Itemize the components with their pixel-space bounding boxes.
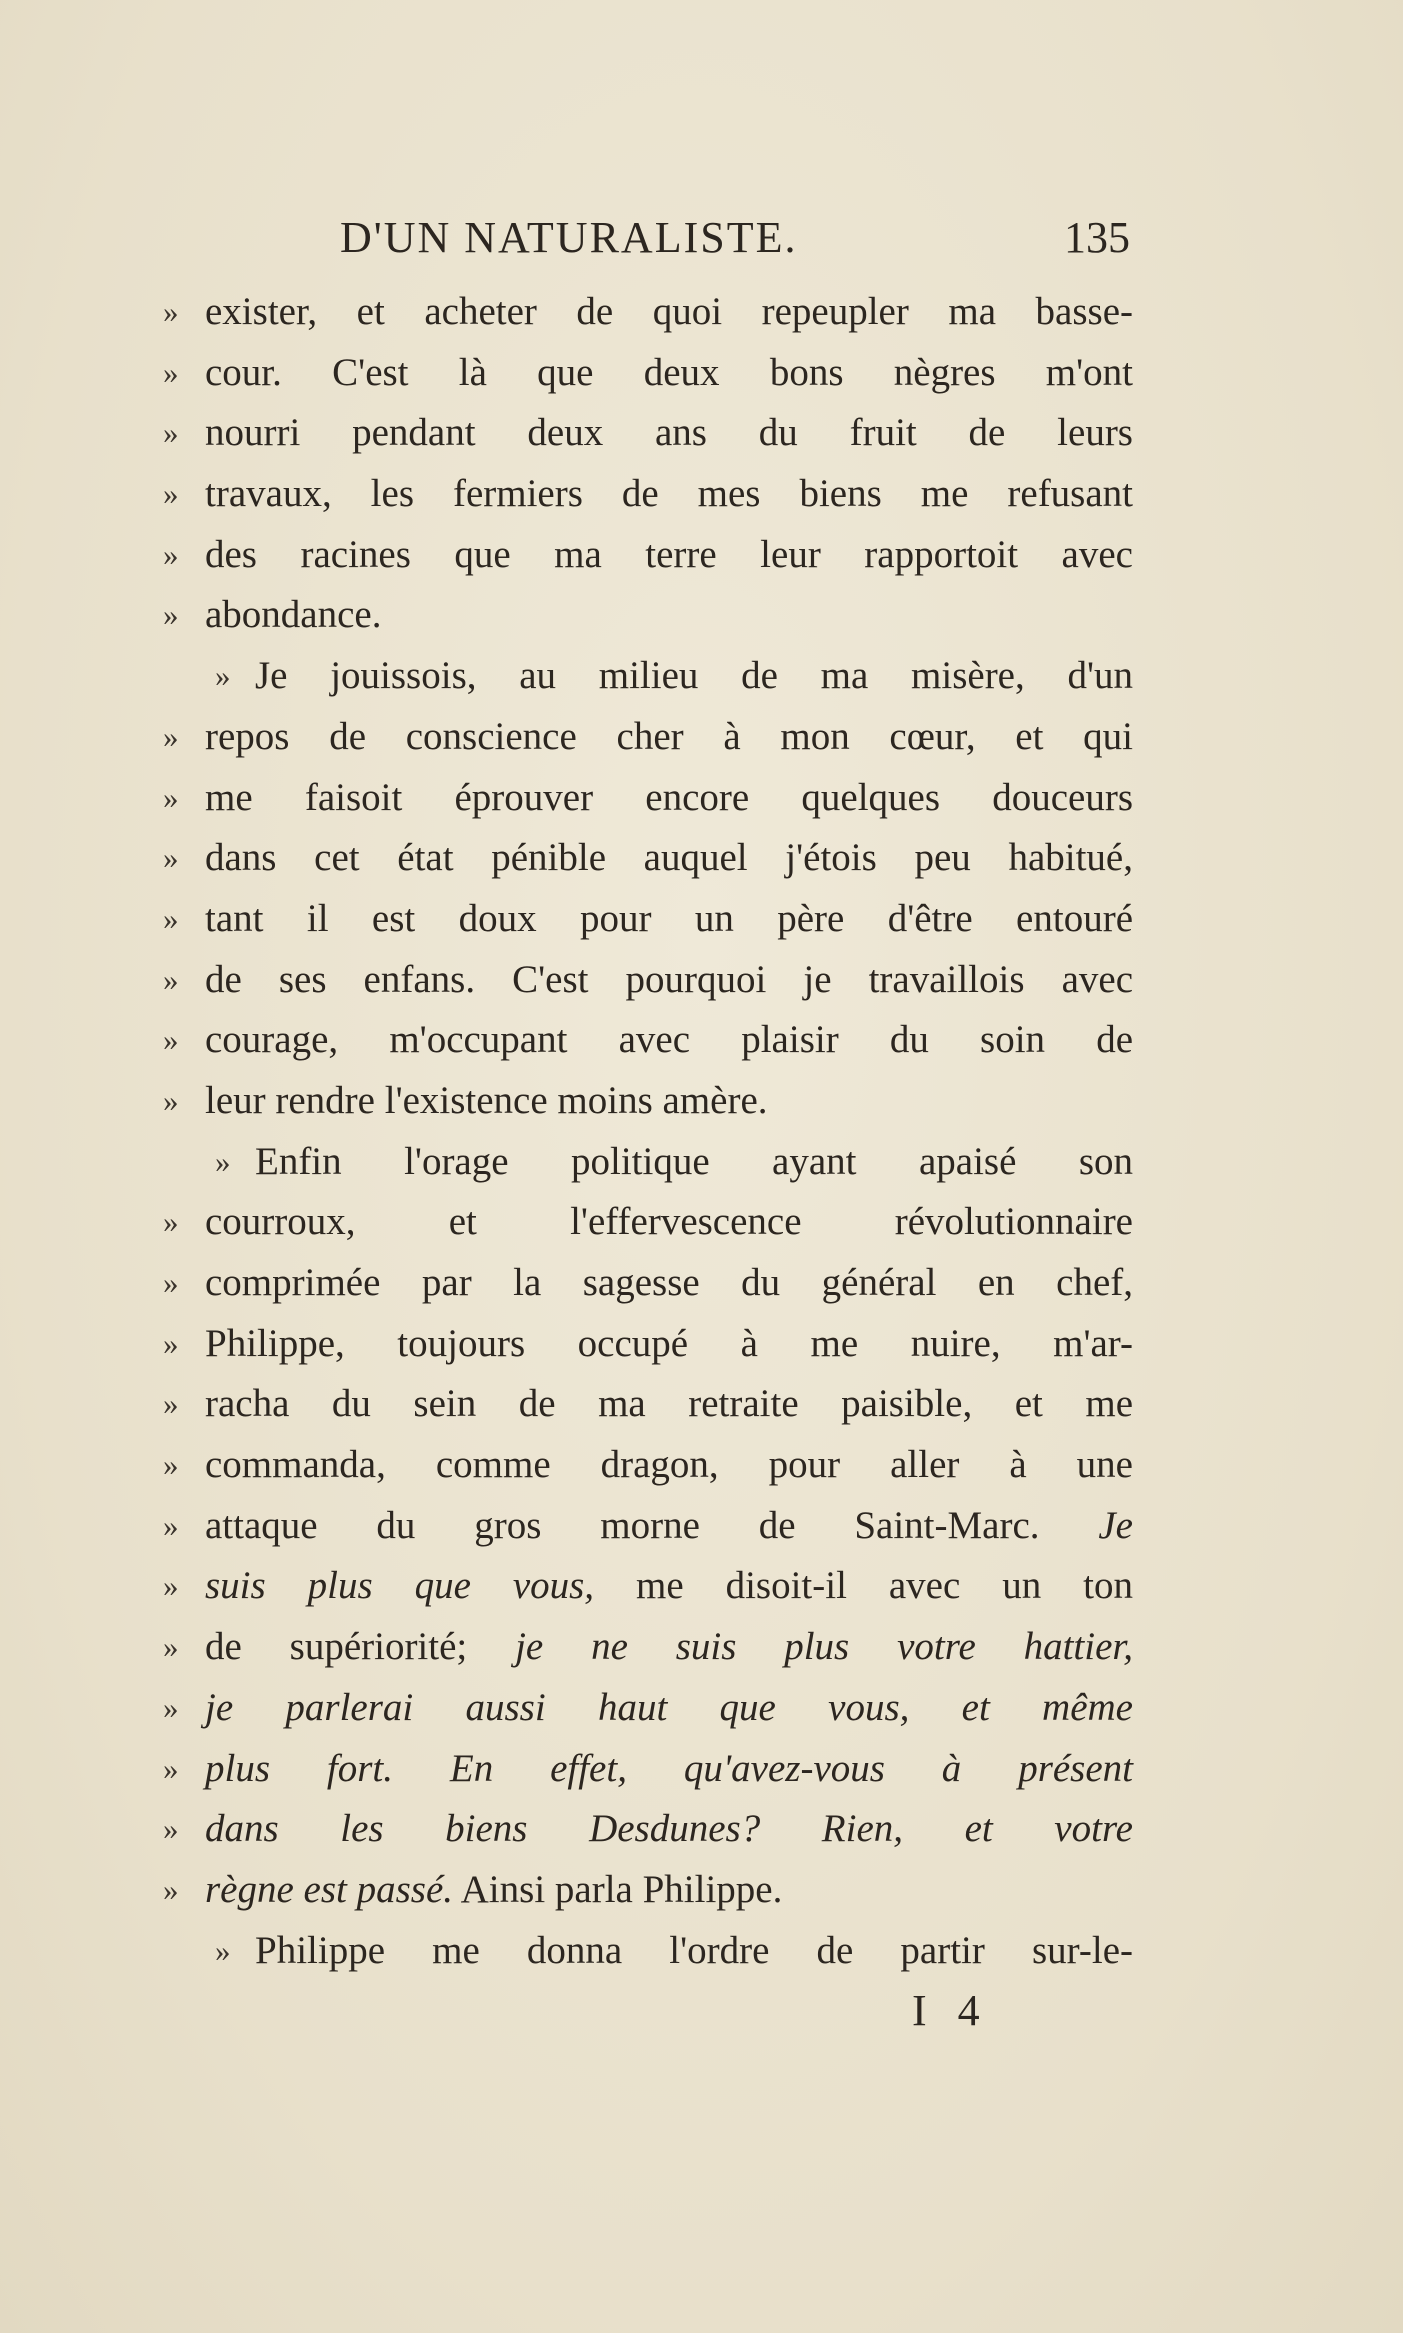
roman-text: des racines que ma terre leur rapportoit avec bbox=[205, 532, 1133, 576]
text-line bbox=[163, 707, 1133, 768]
body-text bbox=[163, 282, 1133, 1981]
line-text bbox=[205, 1860, 1133, 1920]
roman-text: exister, et acheter de quoi repeupler ma basse- bbox=[205, 290, 1133, 333]
italic-text: suis plus que vous, bbox=[205, 1564, 595, 1608]
line-text bbox=[255, 646, 1133, 706]
line-text bbox=[205, 1496, 1133, 1556]
quote-mark: » bbox=[163, 476, 179, 512]
quote-mark: » bbox=[163, 536, 179, 572]
quote-mark: » bbox=[163, 961, 179, 997]
roman-text: courroux, et l'effervescence révolutionnaire bbox=[205, 1200, 1133, 1244]
roman-text: attaque du gros morne de Saint-Marc. bbox=[205, 1503, 1099, 1547]
running-head bbox=[340, 212, 1130, 272]
line-text bbox=[205, 1010, 1133, 1070]
roman-text: commanda, comme dragon, pour aller à une bbox=[205, 1443, 1133, 1487]
running-head-title: D'UN NATURALISTE. bbox=[340, 213, 798, 262]
text-line bbox=[163, 585, 1133, 646]
text-line bbox=[163, 828, 1133, 889]
roman-text: leur rendre l'existence moins amère. bbox=[205, 1078, 768, 1122]
quote-mark: » bbox=[163, 779, 179, 815]
text-line bbox=[163, 1799, 1133, 1860]
line-text bbox=[205, 343, 1133, 403]
roman-text: de supériorité; bbox=[205, 1625, 516, 1669]
page-number: 135 bbox=[1064, 213, 1130, 262]
line-text bbox=[205, 1253, 1133, 1313]
text-line bbox=[163, 1921, 1133, 1982]
text-line bbox=[163, 1253, 1133, 1314]
line-text bbox=[205, 1071, 1133, 1131]
text-line bbox=[163, 950, 1133, 1011]
italic-text: je parlerai aussi haut que vous, et même bbox=[205, 1685, 1133, 1729]
quote-mark: » bbox=[163, 1811, 179, 1847]
quote-mark: » bbox=[163, 900, 179, 936]
quote-mark: » bbox=[163, 1629, 179, 1665]
line-text bbox=[205, 707, 1133, 767]
line-text bbox=[205, 1799, 1133, 1859]
text-line bbox=[163, 1010, 1133, 1071]
text-line bbox=[163, 282, 1133, 343]
roman-text: courage, m'occupant avec plaisir du soin de bbox=[205, 1018, 1133, 1062]
roman-text: tant il est doux pour un père d'être entouré bbox=[205, 896, 1133, 940]
text-line bbox=[163, 1556, 1133, 1617]
line-text bbox=[205, 1739, 1133, 1799]
roman-text: Je jouissois, au milieu de ma misère, d'un bbox=[255, 654, 1133, 698]
line-text bbox=[205, 828, 1133, 888]
line-text bbox=[205, 1435, 1133, 1495]
quote-mark: » bbox=[163, 597, 179, 633]
quote-mark: » bbox=[163, 1568, 179, 1604]
line-text bbox=[255, 1921, 1133, 1981]
text-line bbox=[163, 1132, 1133, 1193]
quote-mark: » bbox=[163, 1022, 179, 1058]
italic-text: Je bbox=[1098, 1503, 1133, 1547]
text-line bbox=[163, 1860, 1133, 1921]
quote-mark: » bbox=[163, 1507, 179, 1543]
line-text bbox=[205, 1617, 1133, 1677]
text-line bbox=[163, 403, 1133, 464]
line-text bbox=[205, 1374, 1133, 1434]
text-line bbox=[163, 1678, 1133, 1739]
text-line bbox=[163, 646, 1133, 707]
roman-text: cour. C'est là que deux bons nègres m'ont bbox=[205, 350, 1133, 394]
quote-mark: » bbox=[163, 1265, 179, 1300]
line-text bbox=[205, 1314, 1133, 1374]
italic-text: dans les biens Desdunes? Rien, et votre bbox=[205, 1807, 1133, 1851]
quote-mark: » bbox=[163, 1750, 179, 1786]
text-line bbox=[163, 1192, 1133, 1253]
quote-mark: » bbox=[163, 1871, 179, 1907]
quote-mark: » bbox=[163, 718, 179, 754]
roman-text: Philippe me donna l'ordre de partir sur-le- bbox=[255, 1928, 1133, 1972]
line-text bbox=[205, 1192, 1133, 1252]
italic-text: règne est passé. bbox=[205, 1867, 454, 1911]
text-line bbox=[163, 1374, 1133, 1435]
line-text bbox=[205, 889, 1133, 949]
quote-mark: » bbox=[215, 1932, 231, 1968]
quote-mark: » bbox=[163, 1204, 179, 1240]
quote-mark: » bbox=[163, 1325, 179, 1361]
quote-mark: » bbox=[163, 1447, 179, 1483]
line-text bbox=[205, 768, 1133, 828]
text-line bbox=[163, 1314, 1133, 1375]
line-text bbox=[205, 464, 1133, 524]
roman-text: abondance. bbox=[205, 593, 382, 637]
italic-text: plus fort. En effet, qu'avez-vous à présent bbox=[205, 1746, 1133, 1790]
text-line bbox=[163, 768, 1133, 829]
quote-mark: » bbox=[215, 1143, 231, 1179]
line-text bbox=[205, 525, 1133, 585]
roman-text: Philippe, toujours occupé à me nuire, m'ar- bbox=[205, 1321, 1133, 1365]
roman-text: travaux, les fermiers de mes biens me refusant bbox=[205, 472, 1133, 516]
text-line bbox=[163, 1617, 1133, 1678]
roman-text: nourri pendant deux ans du fruit de leurs bbox=[205, 411, 1133, 455]
line-text bbox=[205, 1678, 1133, 1738]
line-text bbox=[205, 950, 1133, 1010]
roman-text: racha du sein de ma retraite paisible, et me bbox=[205, 1382, 1133, 1426]
roman-text: Enfin l'orage politique ayant apaisé son bbox=[255, 1139, 1133, 1183]
line-text bbox=[205, 403, 1133, 463]
text-line bbox=[163, 1435, 1133, 1496]
roman-text: me disoit-il avec un ton bbox=[594, 1564, 1133, 1608]
text-line bbox=[163, 525, 1133, 586]
italic-text: je ne suis plus votre hattier, bbox=[515, 1625, 1133, 1669]
roman-text: de ses enfans. C'est pourquoi je travaillois avec bbox=[205, 957, 1133, 1001]
quote-mark: » bbox=[163, 354, 179, 390]
signature-mark: I 4 bbox=[912, 1986, 990, 2035]
quote-mark: » bbox=[215, 658, 231, 694]
text-line bbox=[163, 343, 1133, 404]
text-line bbox=[163, 464, 1133, 525]
quote-mark: » bbox=[163, 415, 179, 451]
roman-text: comprimée par la sagesse du général en chef, bbox=[205, 1261, 1133, 1304]
quote-mark: » bbox=[163, 1082, 179, 1118]
roman-text: me faisoit éprouver encore quelques douceurs bbox=[205, 775, 1133, 819]
text-line bbox=[163, 1739, 1133, 1800]
quote-mark: » bbox=[163, 1689, 179, 1725]
line-text bbox=[255, 1132, 1133, 1192]
line-text bbox=[205, 585, 1133, 645]
quote-mark: » bbox=[163, 294, 179, 329]
roman-text: dans cet état pénible auquel j'étois peu habitué, bbox=[205, 836, 1133, 880]
quote-mark: » bbox=[163, 840, 179, 876]
text-line bbox=[163, 1071, 1133, 1132]
text-line bbox=[163, 889, 1133, 950]
roman-text: Ainsi parla Philippe. bbox=[453, 1867, 783, 1911]
line-text bbox=[205, 282, 1133, 342]
text-line bbox=[163, 1496, 1133, 1557]
quote-mark: » bbox=[163, 1386, 179, 1422]
roman-text: repos de conscience cher à mon cœur, et qui bbox=[205, 714, 1133, 758]
line-text bbox=[205, 1556, 1133, 1616]
